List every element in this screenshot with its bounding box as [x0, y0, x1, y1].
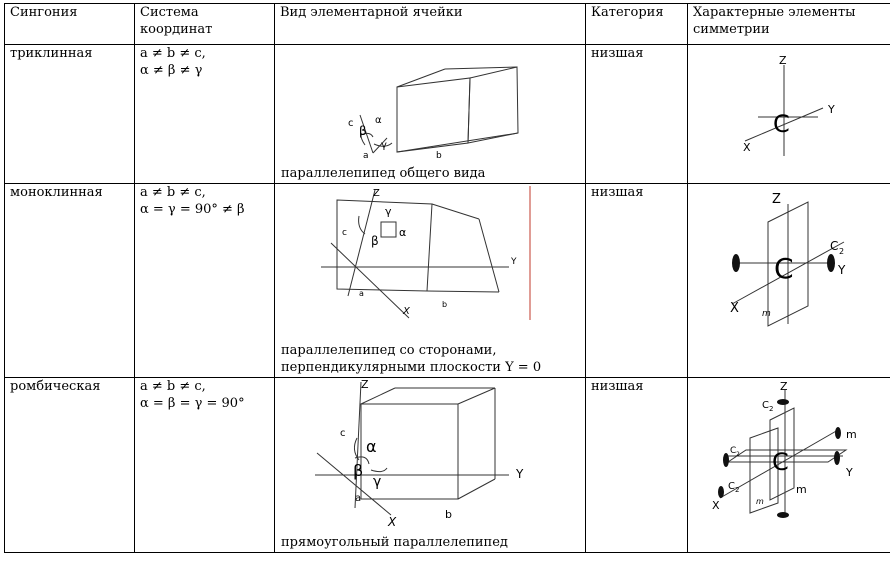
- twofold-axis-marker: [834, 451, 840, 465]
- c2-label: C: [728, 481, 735, 492]
- axis-z-label: Z: [779, 54, 787, 67]
- label-alpha: α: [366, 437, 377, 456]
- axis-y-label: Y: [828, 103, 835, 116]
- label-b: b: [445, 508, 452, 521]
- syngony-table: [4, 3, 890, 553]
- table-row: [5, 45, 890, 184]
- cell-axis-y-label: Y: [511, 257, 517, 267]
- cell-axis-z-label: Z: [373, 188, 380, 199]
- c2-label: C: [762, 400, 769, 411]
- cell-caption: перпендикулярными плоскости Y = 0: [281, 360, 542, 375]
- label-c: c: [348, 118, 354, 129]
- c2-subscript: 2: [735, 486, 740, 494]
- label-gamma: γ: [373, 474, 382, 490]
- mirror-plane-label: m: [846, 428, 857, 441]
- triclinic-cell-diagram: [275, 45, 580, 183]
- symmetry-elements: [688, 378, 890, 553]
- syngony-name: моноклинная: [5, 184, 135, 378]
- label-beta: β: [353, 461, 364, 480]
- header-cell-view: Вид элементарной ячейки: [275, 4, 586, 45]
- coordinate-system: [135, 45, 275, 184]
- front-face: [397, 78, 470, 152]
- center-of-symmetry-label: C: [774, 252, 794, 285]
- axis-x-label: X: [730, 301, 739, 316]
- symmetry-elements: [688, 184, 890, 378]
- table-row: [5, 184, 890, 378]
- coords-line: α ≠ β ≠ γ: [140, 63, 203, 78]
- twofold-axis-marker: [732, 254, 740, 272]
- coords-line: a ≠ b ≠ c,: [140, 185, 206, 200]
- coords-line: α = γ = 90° ≠ β: [140, 202, 245, 217]
- cell-view: [275, 184, 586, 378]
- coords-line: a ≠ b ≠ c,: [140, 46, 206, 61]
- header-symmetry: Характерные элементы симметрии: [688, 4, 890, 45]
- axis-y-label: Y: [838, 263, 846, 277]
- center-of-symmetry-label: C: [772, 448, 789, 476]
- twofold-axis-marker: [835, 427, 841, 439]
- axis-x-label: X: [743, 141, 751, 154]
- c2-label: C: [730, 446, 737, 456]
- label-c: c: [342, 228, 347, 238]
- coordinate-system: [135, 184, 275, 378]
- label-alpha: α: [399, 226, 407, 239]
- center-of-symmetry-label: C: [773, 110, 790, 138]
- axis-z-label: Z: [772, 192, 781, 207]
- syngony-name: ромбическая: [5, 378, 135, 553]
- cell-axis-y-label: Y: [516, 467, 524, 481]
- cell-caption: параллелепипед общего вида: [281, 166, 486, 181]
- twofold-axis-marker: [827, 254, 835, 272]
- label-alpha: α: [375, 115, 382, 126]
- axis-x-label: X: [712, 499, 720, 512]
- label-a: a: [355, 493, 362, 504]
- coords-line: α = β = γ = 90°: [140, 396, 245, 411]
- table-row: [5, 378, 890, 553]
- orthorhombic-symmetry-diagram: [688, 378, 890, 552]
- c2-subscript: 2: [769, 405, 774, 413]
- cell-caption: прямоугольный параллелепипед: [281, 535, 508, 550]
- cell-caption: параллелепипед со сторонами,: [281, 343, 497, 358]
- twofold-axis-marker: [777, 512, 789, 518]
- label-b: b: [436, 151, 442, 161]
- mirror-plane-label: m: [796, 483, 807, 496]
- cell-axis-x-label: X: [403, 306, 410, 317]
- cell-axis-z-label: Z: [361, 378, 369, 391]
- label-c: c: [340, 428, 346, 439]
- c2-subscript: 2: [736, 451, 740, 458]
- header-syngony: Сингония: [5, 4, 135, 45]
- category: низшая: [586, 45, 688, 184]
- coords-line: a ≠ b ≠ c,: [140, 379, 206, 394]
- label-a: a: [359, 289, 364, 298]
- category: низшая: [586, 184, 688, 378]
- coordinate-system: [135, 378, 275, 553]
- label-b: b: [442, 300, 448, 309]
- twofold-axis-marker: [718, 486, 724, 498]
- header-category: Категория: [586, 4, 688, 45]
- axis-y-label: Y: [846, 466, 853, 479]
- cell-view: [275, 378, 586, 553]
- mirror-plane-label: m: [762, 309, 771, 319]
- axis-z-label: Z: [780, 380, 788, 393]
- header-row: [5, 4, 890, 45]
- triclinic-symmetry-diagram: [688, 45, 890, 183]
- symmetry-elements: [688, 45, 890, 184]
- label-beta: β: [371, 234, 379, 248]
- orthorhombic-cell-diagram: [275, 378, 580, 552]
- header-coordinates: Система координат: [135, 4, 275, 45]
- twofold-axis-marker: [723, 453, 729, 467]
- c2-label: C: [830, 239, 839, 253]
- twofold-axis-marker: [777, 399, 789, 405]
- label-beta: β: [359, 124, 367, 138]
- category: низшая: [586, 378, 688, 553]
- label-gamma: γ: [381, 140, 387, 151]
- label-a: a: [363, 151, 369, 161]
- monoclinic-symmetry-diagram: [688, 184, 890, 377]
- syngony-name: триклинная: [5, 45, 135, 184]
- mirror-plane-label: m: [756, 497, 764, 506]
- cell-view: [275, 45, 586, 184]
- c2-subscript: 2: [839, 247, 845, 256]
- cell-axis-x-label: X: [388, 515, 397, 529]
- label-gamma: γ: [385, 205, 392, 218]
